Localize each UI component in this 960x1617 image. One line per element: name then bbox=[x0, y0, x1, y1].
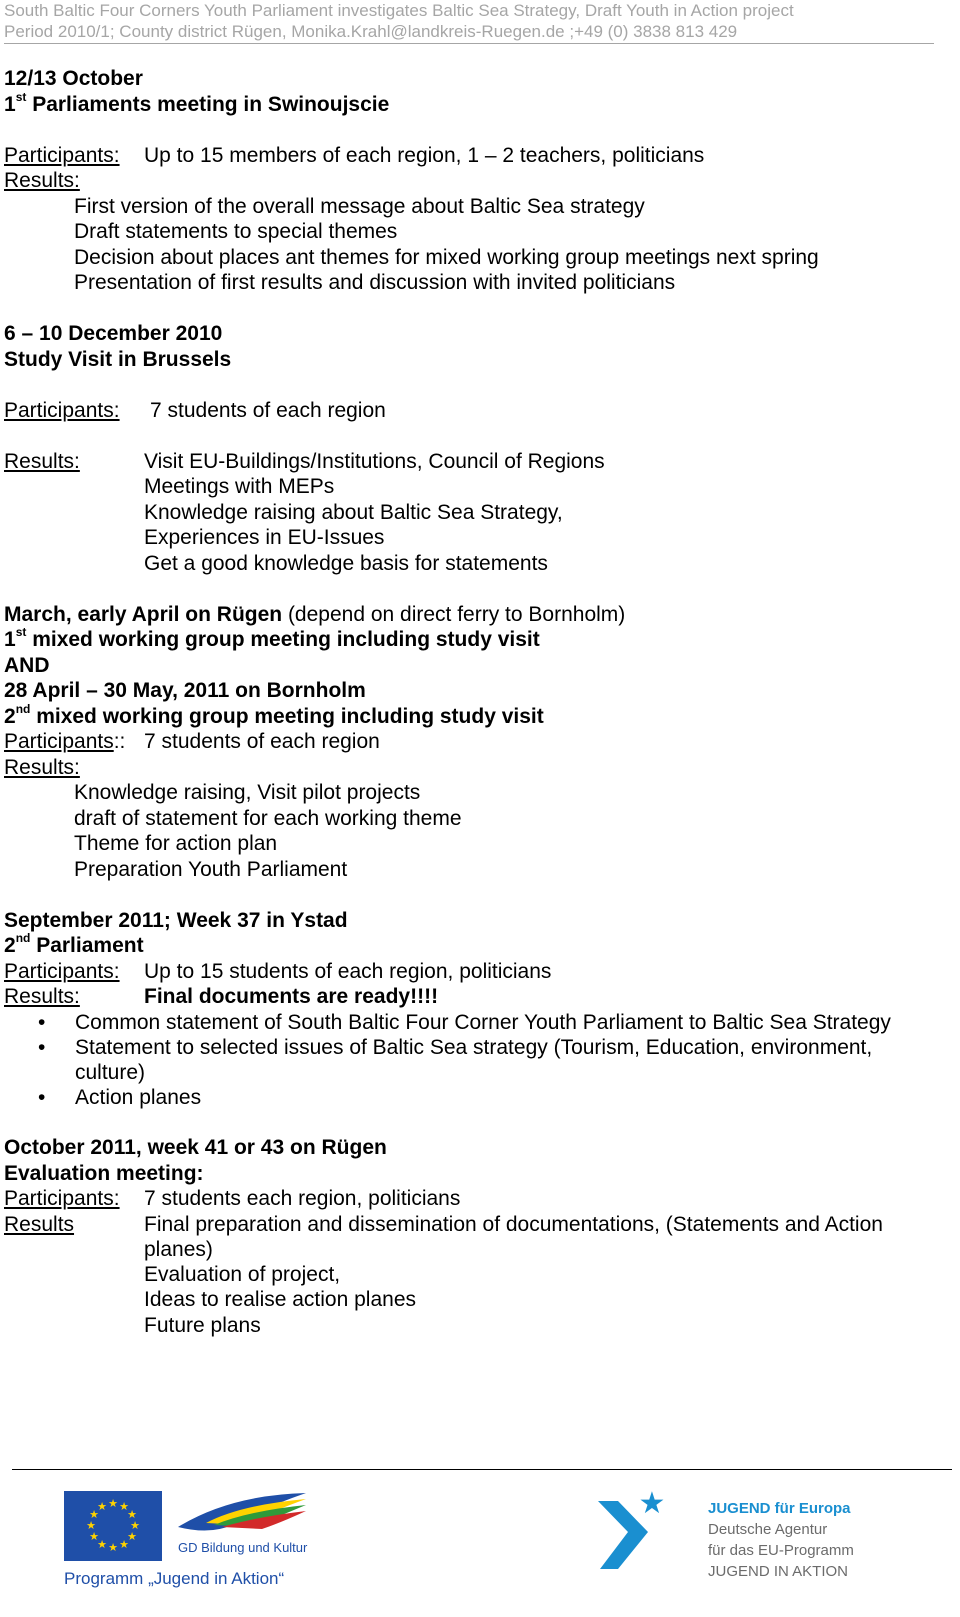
bullet-item: • Common statement of South Baltic Four Corner Youth Parliament to Baltic Sea Strategy bbox=[4, 1010, 944, 1035]
svg-text:★: ★ bbox=[108, 1541, 118, 1554]
running-header bbox=[4, 0, 934, 44]
results-label: Results bbox=[4, 1212, 75, 1236]
document-body bbox=[4, 66, 944, 1338]
result-item: Get a good knowledge basis for statements bbox=[144, 551, 548, 575]
logo-left-caption: Programm „Jugend in Aktion“ bbox=[64, 1569, 285, 1588]
result-item: Presentation of first results and discussion with invited politicians bbox=[74, 271, 676, 294]
result-item: Experiences in EU-Issues bbox=[144, 526, 385, 549]
s3-date: March, early April on Rügen (depend on direct ferry to Bornholm) bbox=[4, 602, 626, 626]
s3-date-2: 28 April – 30 May, 2011 on Bornholm bbox=[4, 679, 366, 702]
s2-results-list bbox=[144, 449, 605, 577]
participants-label: Participants: bbox=[4, 959, 120, 983]
footer-logos bbox=[0, 1485, 960, 1611]
result-item: Evaluation of project, bbox=[144, 1262, 341, 1286]
svg-text:★: ★ bbox=[108, 1497, 118, 1510]
result-item: Preparation Youth Parliament bbox=[74, 857, 348, 881]
result-item: Theme for action plan bbox=[74, 832, 278, 855]
svg-text:★: ★ bbox=[97, 1500, 107, 1513]
svg-text:JUGEND IN AKTION: JUGEND IN AKTION bbox=[708, 1563, 849, 1580]
svg-text:★: ★ bbox=[97, 1538, 107, 1551]
result-item: Knowledge raising about Baltic Sea Strategy, bbox=[144, 500, 563, 524]
svg-text:Deutsche Agentur: Deutsche Agentur bbox=[708, 1521, 828, 1538]
svg-text:★: ★ bbox=[89, 1508, 99, 1521]
bullet-item: • Action planes bbox=[4, 1085, 944, 1110]
svg-text:JUGEND für Europa: JUGEND für Europa bbox=[708, 1500, 851, 1517]
svg-text:GD Bildung und Kultur: GD Bildung und Kultur bbox=[178, 1540, 308, 1555]
participants-label: Participants: bbox=[4, 398, 120, 422]
participants-value: Up to 15 students of each region, politicians bbox=[144, 959, 552, 983]
s4-bullet-list bbox=[4, 1010, 944, 1110]
s3-participants-row: Participants:: 7 students of each region bbox=[4, 730, 380, 753]
footer-divider bbox=[12, 1469, 952, 1470]
svg-text:★: ★ bbox=[127, 1530, 137, 1543]
results-label: Results: bbox=[4, 755, 80, 779]
s4-participants-row bbox=[4, 959, 944, 985]
s4-date: September 2011; Week 37 in Ystad bbox=[4, 908, 348, 932]
s1-date: 12/13 October bbox=[4, 67, 143, 90]
s5-title: Evaluation meeting: bbox=[4, 1161, 204, 1185]
s3-and: AND bbox=[4, 653, 50, 677]
participants-label: Participants: bbox=[4, 1187, 120, 1210]
svg-text:★: ★ bbox=[89, 1530, 99, 1543]
svg-text:★: ★ bbox=[119, 1538, 129, 1551]
footer-logos-graphic bbox=[0, 1485, 960, 1611]
svg-text:★: ★ bbox=[130, 1519, 140, 1532]
participants-label: Participants bbox=[4, 730, 114, 753]
results-label: Results: bbox=[4, 169, 80, 192]
s5-results-row bbox=[4, 1212, 944, 1339]
bullet-item: • Statement to selected issues of Baltic Sea strategy (Tourism, Education, environment, culture) bbox=[4, 1035, 915, 1085]
participants-label: Participants: bbox=[4, 143, 120, 167]
results-headline: Final documents are ready!!!! bbox=[144, 985, 439, 1008]
result-item: Ideas to realise action planes bbox=[144, 1288, 417, 1311]
results-label: Results: bbox=[4, 449, 80, 473]
result-item: Decision about places ant themes for mixed working group meetings next spring bbox=[74, 245, 819, 269]
result-item: Final preparation and dissemination of documentations, (Statements and Action planes) bbox=[144, 1212, 883, 1261]
gd-bildung-logo bbox=[178, 1493, 308, 1555]
s3-title-2: 2nd mixed working group meeting including study visit bbox=[4, 701, 544, 728]
svg-text:★: ★ bbox=[127, 1508, 137, 1521]
result-item: Draft statements to special themes bbox=[74, 220, 398, 243]
participants-value: 7 students of each region bbox=[150, 398, 386, 422]
s2-participants-row bbox=[4, 398, 944, 424]
s1-results-list bbox=[4, 194, 944, 296]
s3-results-list bbox=[4, 780, 944, 882]
s2-title: Study Visit in Brussels bbox=[4, 347, 232, 371]
result-item: Future plans bbox=[144, 1313, 261, 1337]
result-item: First version of the overall message about Baltic Sea strategy bbox=[74, 194, 645, 218]
result-item: Visit EU-Buildings/Institutions, Council of Regions bbox=[144, 449, 605, 473]
s1-title: 1st Parliaments meeting in Swinoujscie bbox=[4, 89, 390, 116]
result-item: Meetings with MEPs bbox=[144, 475, 335, 498]
s5-date: October 2011, week 41 or 43 on Rügen bbox=[4, 1136, 387, 1159]
result-item: Knowledge raising, Visit pilot projects bbox=[74, 781, 421, 804]
jugend-fuer-europa-logo bbox=[598, 1486, 854, 1580]
eu-flag-logo bbox=[64, 1491, 162, 1561]
participants-value: 7 students of each region bbox=[144, 730, 380, 753]
participants-value: Up to 15 members of each region, 1 – 2 teachers, politicians bbox=[144, 143, 705, 167]
header-line-2: Period 2010/1; County district Rügen, Monika.Krahl@landkreis-Ruegen.de ;+49 (0) 3838 813 429 bbox=[4, 22, 738, 41]
results-label: Results: bbox=[4, 985, 80, 1008]
s5-participants-row bbox=[4, 1186, 944, 1212]
s4-title: 2nd Parliament bbox=[4, 931, 144, 957]
s2-date: 6 – 10 December 2010 bbox=[4, 322, 223, 345]
svg-text:für das EU-Programm: für das EU-Programm bbox=[708, 1542, 854, 1559]
participants-value: 7 students each region, politicians bbox=[144, 1187, 461, 1210]
s3-title-1: 1st mixed working group meeting including study visit bbox=[4, 625, 540, 651]
s5-results-list bbox=[144, 1212, 924, 1339]
s1-participants-row bbox=[4, 143, 944, 169]
svg-text:★: ★ bbox=[86, 1519, 96, 1532]
s4-results-row bbox=[4, 984, 944, 1010]
s2-results-row bbox=[4, 449, 944, 577]
header-line-1: South Baltic Four Corners Youth Parliament investigates Baltic Sea Strategy, Draft Youth in Action project bbox=[4, 1, 794, 20]
svg-text:★: ★ bbox=[119, 1500, 129, 1513]
result-item: draft of statement for each working theme bbox=[74, 806, 462, 830]
svg-text:★: ★ bbox=[638, 1486, 666, 1521]
